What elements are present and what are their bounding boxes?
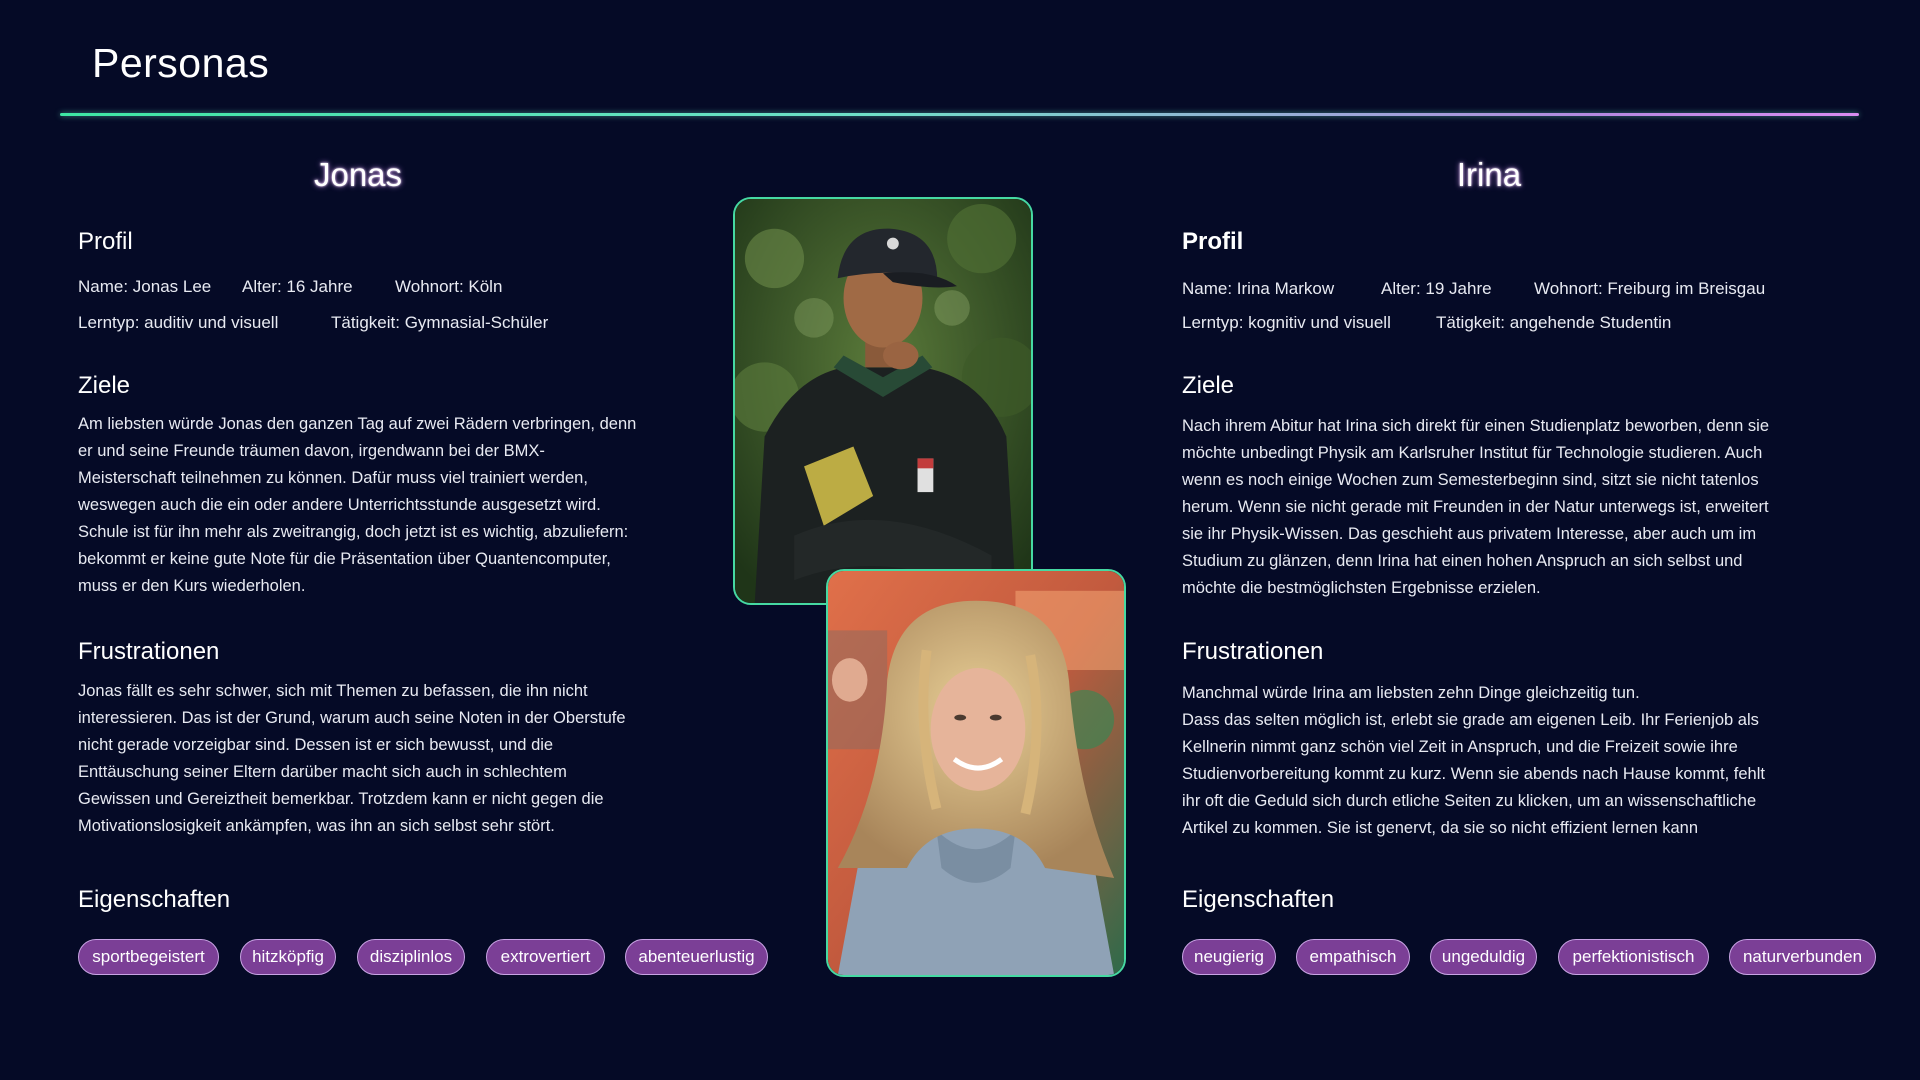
- text-line: nicht gerade vorzeigbar sind. Dessen ist er sich bewusst, und die: [78, 736, 554, 754]
- jonas-ziele-text: [78, 411, 636, 600]
- jonas-location-field: Wohnort: Köln: [395, 277, 503, 296]
- text-line: Artikel zu kommen. Sie ist genervt, da sie so nicht effizient lernen kann: [1182, 819, 1699, 837]
- irina-photo: [826, 569, 1126, 977]
- text-line: Meisterschaft teilnehmen zu können. Dafür muss viel trainiert werden,: [78, 469, 588, 487]
- text-line: Gewissen und Gereiztheit bemerkbar. Trotzdem kann er nicht gegen die: [78, 790, 604, 808]
- text-line: Enttäuschung seiner Eltern darüber macht sich auch in schlechtem: [78, 763, 567, 781]
- text-line: Motivationslosigkeit ankämpfen, was ihn an sich selbst sehr stört.: [78, 817, 555, 835]
- text-line: Dass das selten möglich ist, erlebt sie grade am eigenen Leib. Ihr Ferienjob als: [1182, 711, 1759, 729]
- irina-eigenschaften-title: Eigenschaften: [1182, 886, 1335, 913]
- jonas-eigenschaften-title: Eigenschaften: [78, 886, 231, 913]
- jonas-ziele-title: Ziele: [78, 372, 131, 399]
- text-line: Am liebsten würde Jonas den ganzen Tag auf zwei Rädern verbringen, denn: [78, 415, 637, 433]
- jonas-photo: [733, 197, 1033, 605]
- text-line: möchte unbedingt Physik am Karlsruher Institut für Technologie studieren. Auch: [1182, 444, 1763, 462]
- jonas-profil-title: Profil: [78, 228, 133, 255]
- persona-name-jonas: Jonas: [313, 156, 403, 193]
- text-line: Studienvorbereitung kommt zu kurz. Wenn sie abends nach Hause kommt, fehlt: [1182, 765, 1765, 783]
- irina-profil-title: Profil: [1182, 228, 1244, 255]
- text-line: wenn es noch einige Wochen zum Semesterbeginn sind, sitzt sie nicht tatenlos: [1182, 471, 1759, 489]
- header-divider: [60, 113, 1859, 116]
- jonas-frustrationen-title: Frustrationen: [78, 638, 220, 665]
- young-man-with-cap-photo: [735, 199, 1031, 603]
- text-line: muss er den Kurs wiederholen.: [78, 577, 306, 595]
- text-line: herum. Wenn sie nicht gerade mit Freunden in der Natur unterwegs ist, erweitert: [1182, 498, 1769, 516]
- irina-ziele-text: [1182, 413, 1769, 602]
- text-line: möchte die bestmöglichsten Ergebnisse erzielen.: [1182, 579, 1541, 597]
- text-line: er und seine Freunde träumen davon, irgendwann bei der BMX-: [78, 442, 545, 460]
- irina-profil-line1: [1182, 279, 1765, 299]
- text-line: Manchmal würde Irina am liebsten zehn Dinge gleichzeitig tun.: [1182, 684, 1640, 702]
- irina-age-field: Alter: 19 Jahre: [1381, 279, 1492, 298]
- text-line: interessieren. Das ist der Grund, warum auch seine Noten in der Oberstufe: [78, 709, 626, 727]
- tag-naturverbunden: naturverbunden: [1729, 939, 1876, 975]
- text-line: weswegen auch die ein oder andere Unterrichtsstunde ausgesetzt wird.: [78, 496, 601, 514]
- tag-ungeduldig: ungeduldig: [1430, 939, 1537, 975]
- irina-frustrationen-title: Frustrationen: [1182, 638, 1324, 665]
- persona-name-irina: Irina: [1456, 156, 1522, 193]
- irina-location-field: Wohnort: Freiburg im Breisgau: [1534, 279, 1766, 298]
- irina-name-field: Name: Irina Markow: [1182, 279, 1335, 298]
- jonas-learning-type-field: Lerntyp: auditiv und visuell: [78, 313, 279, 332]
- irina-ziele-title: Ziele: [1182, 372, 1235, 399]
- jonas-age-field: Alter: 16 Jahre: [242, 277, 353, 296]
- jonas-tags: [78, 939, 768, 975]
- jonas-name-field: Name: Jonas Lee: [78, 277, 212, 296]
- tag-sportbegeistert: sportbegeistert: [78, 939, 219, 975]
- text-line: ihr oft die Geduld sich durch etliche Seiten zu klicken, um an wissenschaftliche: [1182, 792, 1757, 810]
- tag-disziplinlos: disziplinlos: [357, 939, 465, 975]
- tag-perfektionistisch: perfektionistisch: [1558, 939, 1709, 975]
- page-title: Personas: [92, 40, 270, 86]
- text-line: Studium zu glänzen, denn Irina hat einen hohen Anspruch an sich selbst und: [1182, 552, 1743, 570]
- text-line: bekommt er keine gute Note für die Präsentation über Quantencomputer,: [78, 550, 611, 568]
- jonas-frustrationen-text: [78, 678, 626, 840]
- young-woman-smiling-photo: [828, 571, 1124, 975]
- irina-tags: [1182, 939, 1876, 975]
- text-line: Nach ihrem Abitur hat Irina sich direkt für einen Studienplatz beworben, denn sie: [1182, 417, 1769, 435]
- tag-extrovertiert: extrovertiert: [486, 939, 605, 975]
- tag-hitzkoepfig: hitzköpfig: [240, 939, 336, 975]
- jonas-occupation-field: Tätigkeit: Gymnasial-Schüler: [331, 313, 549, 332]
- irina-learning-type-field: Lerntyp: kognitiv und visuell: [1182, 313, 1391, 332]
- irina-occupation-field: Tätigkeit: angehende Studentin: [1436, 313, 1672, 332]
- text-line: sie ihr Physik-Wissen. Das geschieht aus privatem Interesse, aber auch um im: [1182, 525, 1757, 543]
- tag-abenteuerlustig: abenteuerlustig: [625, 939, 768, 975]
- jonas-profil-line2: [78, 313, 548, 333]
- irina-frustrationen-text: [1182, 680, 1765, 842]
- text-line: Jonas fällt es sehr schwer, sich mit Themen zu befassen, die ihn nicht: [78, 682, 588, 700]
- text-line: Schule ist für ihn mehr als zweitrangig, doch jetzt ist es wichtig, abzuliefern:: [78, 523, 629, 541]
- jonas-profil-line1: [78, 277, 502, 297]
- tag-empathisch: empathisch: [1296, 939, 1410, 975]
- tag-neugierig: neugierig: [1182, 939, 1276, 975]
- irina-profil-line2: [1182, 313, 1671, 333]
- text-line: Kellnerin nimmt ganz schön viel Zeit in Anspruch, und die Freizeit sowie ihre: [1182, 738, 1738, 756]
